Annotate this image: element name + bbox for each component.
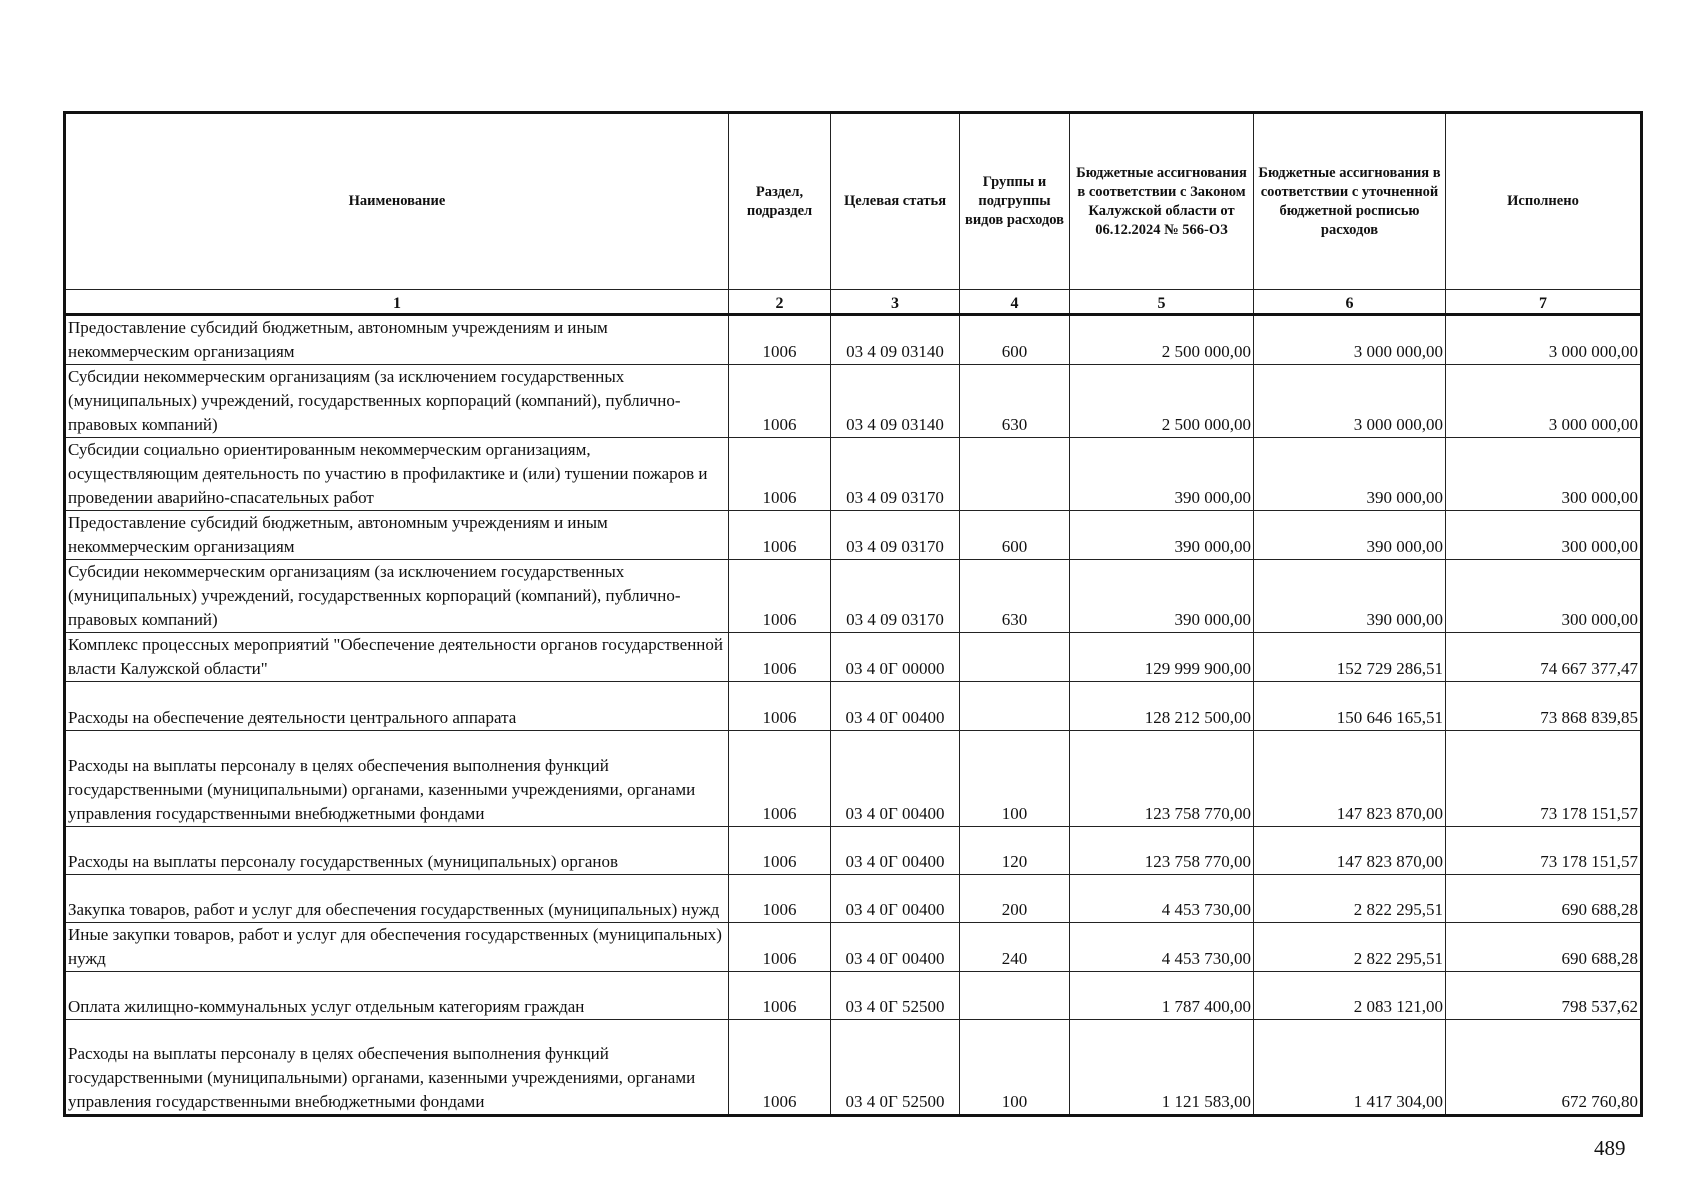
- row-law-allocation: 129 999 900,00: [1070, 633, 1254, 682]
- row-name: Расходы на выплаты персоналу государственных (муниципальных) органов: [65, 827, 729, 875]
- row-law-allocation: 390 000,00: [1070, 438, 1254, 511]
- row-name: Расходы на выплаты персоналу в целях обеспечения выполнения функций государственными (муниципальными) органами, казенными учреждениями, органами управления государственными внебюджетными фондами: [65, 1020, 729, 1116]
- row-group: 600: [960, 315, 1070, 365]
- row-section: 1006: [729, 731, 831, 827]
- table-row: [65, 731, 1642, 827]
- row-article: 03 4 0Г 00400: [831, 731, 960, 827]
- table-row: [65, 633, 1642, 682]
- row-refined-allocation: 2 822 295,51: [1254, 875, 1446, 923]
- row-executed: 690 688,28: [1446, 875, 1642, 923]
- row-section: 1006: [729, 875, 831, 923]
- row-executed: 3 000 000,00: [1446, 315, 1642, 365]
- row-article: 03 4 0Г 00400: [831, 827, 960, 875]
- row-refined-allocation: 150 646 165,51: [1254, 682, 1446, 731]
- row-group: [960, 682, 1070, 731]
- row-law-allocation: 2 500 000,00: [1070, 315, 1254, 365]
- column-number: 5: [1070, 290, 1254, 315]
- row-section: 1006: [729, 1020, 831, 1116]
- row-section: 1006: [729, 827, 831, 875]
- table-row: [65, 438, 1642, 511]
- table-row: [65, 827, 1642, 875]
- row-name: Предоставление субсидий бюджетным, автономным учреждениям и иным некоммерческим организациям: [65, 315, 729, 365]
- row-article: 03 4 0Г 00400: [831, 923, 960, 972]
- header-section: Раздел, подраздел: [729, 113, 831, 290]
- row-section: 1006: [729, 682, 831, 731]
- row-law-allocation: 123 758 770,00: [1070, 827, 1254, 875]
- row-article: 03 4 09 03140: [831, 315, 960, 365]
- row-article: 03 4 09 03140: [831, 365, 960, 438]
- row-refined-allocation: 390 000,00: [1254, 511, 1446, 560]
- column-number-row: [65, 290, 1642, 315]
- row-executed: 300 000,00: [1446, 560, 1642, 633]
- table-row: [65, 923, 1642, 972]
- row-law-allocation: 1 787 400,00: [1070, 972, 1254, 1020]
- table-row: [65, 365, 1642, 438]
- column-number: 7: [1446, 290, 1642, 315]
- row-group: 600: [960, 511, 1070, 560]
- row-group: [960, 633, 1070, 682]
- row-article: 03 4 09 03170: [831, 438, 960, 511]
- row-executed: 798 537,62: [1446, 972, 1642, 1020]
- row-executed: 3 000 000,00: [1446, 365, 1642, 438]
- row-group: [960, 972, 1070, 1020]
- budget-table: [63, 111, 1643, 1117]
- row-law-allocation: 4 453 730,00: [1070, 875, 1254, 923]
- row-refined-allocation: 390 000,00: [1254, 438, 1446, 511]
- row-name: Субсидии некоммерческим организациям (за исключением государственных (муниципальных) учреждений, государственных корпораций (компаний), публично-правовых компаний): [65, 365, 729, 438]
- column-number: 2: [729, 290, 831, 315]
- page-number: 489: [1594, 1136, 1626, 1160]
- row-name: Закупка товаров, работ и услуг для обеспечения государственных (муниципальных) нужд: [65, 875, 729, 923]
- row-law-allocation: 1 121 583,00: [1070, 1020, 1254, 1116]
- row-executed: 74 667 377,47: [1446, 633, 1642, 682]
- row-executed: 300 000,00: [1446, 438, 1642, 511]
- table-row: [65, 972, 1642, 1020]
- table-row: [65, 315, 1642, 365]
- row-group: 120: [960, 827, 1070, 875]
- row-article: 03 4 09 03170: [831, 511, 960, 560]
- row-law-allocation: 390 000,00: [1070, 511, 1254, 560]
- row-article: 03 4 0Г 00000: [831, 633, 960, 682]
- row-group: 100: [960, 1020, 1070, 1116]
- row-executed: 690 688,28: [1446, 923, 1642, 972]
- row-section: 1006: [729, 315, 831, 365]
- row-group: 630: [960, 365, 1070, 438]
- table-row: [65, 682, 1642, 731]
- header-name: Наименование: [65, 113, 729, 290]
- table-row: [65, 875, 1642, 923]
- row-refined-allocation: 3 000 000,00: [1254, 315, 1446, 365]
- row-executed: 73 178 151,57: [1446, 827, 1642, 875]
- row-law-allocation: 4 453 730,00: [1070, 923, 1254, 972]
- header-refined-allocation: Бюджетные ассигнования в соответствии с уточненной бюджетной росписью расходов: [1254, 113, 1446, 290]
- column-number: 6: [1254, 290, 1446, 315]
- header-row: [65, 113, 1642, 290]
- row-name: Иные закупки товаров, работ и услуг для обеспечения государственных (муниципальных) нужд: [65, 923, 729, 972]
- column-number: 3: [831, 290, 960, 315]
- row-section: 1006: [729, 511, 831, 560]
- row-article: 03 4 0Г 00400: [831, 682, 960, 731]
- row-executed: 73 178 151,57: [1446, 731, 1642, 827]
- row-group: 630: [960, 560, 1070, 633]
- row-article: 03 4 0Г 00400: [831, 875, 960, 923]
- row-law-allocation: 123 758 770,00: [1070, 731, 1254, 827]
- row-refined-allocation: 1 417 304,00: [1254, 1020, 1446, 1116]
- row-executed: 73 868 839,85: [1446, 682, 1642, 731]
- row-name: Расходы на выплаты персоналу в целях обеспечения выполнения функций государственными (муниципальными) органами, казенными учреждениями, органами управления государственными внебюджетными фондами: [65, 731, 729, 827]
- row-article: 03 4 0Г 52500: [831, 972, 960, 1020]
- table-row: [65, 1020, 1642, 1116]
- row-group: 200: [960, 875, 1070, 923]
- row-section: 1006: [729, 923, 831, 972]
- header-executed: Исполнено: [1446, 113, 1642, 290]
- column-number: 4: [960, 290, 1070, 315]
- table-row: [65, 511, 1642, 560]
- row-law-allocation: 128 212 500,00: [1070, 682, 1254, 731]
- row-group: 100: [960, 731, 1070, 827]
- row-section: 1006: [729, 560, 831, 633]
- row-executed: 300 000,00: [1446, 511, 1642, 560]
- row-refined-allocation: 152 729 286,51: [1254, 633, 1446, 682]
- row-refined-allocation: 147 823 870,00: [1254, 827, 1446, 875]
- row-name: Комплекс процессных мероприятий "Обеспечение деятельности органов государственной власти Калужской области": [65, 633, 729, 682]
- row-refined-allocation: 2 822 295,51: [1254, 923, 1446, 972]
- row-name: Субсидии социально ориентированным некоммерческим организациям, осуществляющим деятельность по участию в профилактике и (или) тушении пожаров и проведении аварийно-спасательных работ: [65, 438, 729, 511]
- table-row: [65, 560, 1642, 633]
- row-refined-allocation: 390 000,00: [1254, 560, 1446, 633]
- row-refined-allocation: 147 823 870,00: [1254, 731, 1446, 827]
- row-name: Субсидии некоммерческим организациям (за исключением государственных (муниципальных) учреждений, государственных корпораций (компаний), публично-правовых компаний): [65, 560, 729, 633]
- row-group: [960, 438, 1070, 511]
- row-law-allocation: 2 500 000,00: [1070, 365, 1254, 438]
- row-law-allocation: 390 000,00: [1070, 560, 1254, 633]
- row-article: 03 4 09 03170: [831, 560, 960, 633]
- header-article: Целевая статья: [831, 113, 960, 290]
- row-section: 1006: [729, 633, 831, 682]
- row-section: 1006: [729, 972, 831, 1020]
- row-section: 1006: [729, 365, 831, 438]
- row-name: Предоставление субсидий бюджетным, автономным учреждениям и иным некоммерческим организациям: [65, 511, 729, 560]
- row-group: 240: [960, 923, 1070, 972]
- row-refined-allocation: 2 083 121,00: [1254, 972, 1446, 1020]
- row-section: 1006: [729, 438, 831, 511]
- row-name: Расходы на обеспечение деятельности центрального аппарата: [65, 682, 729, 731]
- row-name: Оплата жилищно-коммунальных услуг отдельным категориям граждан: [65, 972, 729, 1020]
- row-article: 03 4 0Г 52500: [831, 1020, 960, 1116]
- header-group: Группы и подгруппы видов расходов: [960, 113, 1070, 290]
- column-number: 1: [65, 290, 729, 315]
- row-refined-allocation: 3 000 000,00: [1254, 365, 1446, 438]
- row-executed: 672 760,80: [1446, 1020, 1642, 1116]
- header-law-allocation: Бюджетные ассигнования в соответствии с Законом Калужской области от 06.12.2024 № 566-ОЗ: [1070, 113, 1254, 290]
